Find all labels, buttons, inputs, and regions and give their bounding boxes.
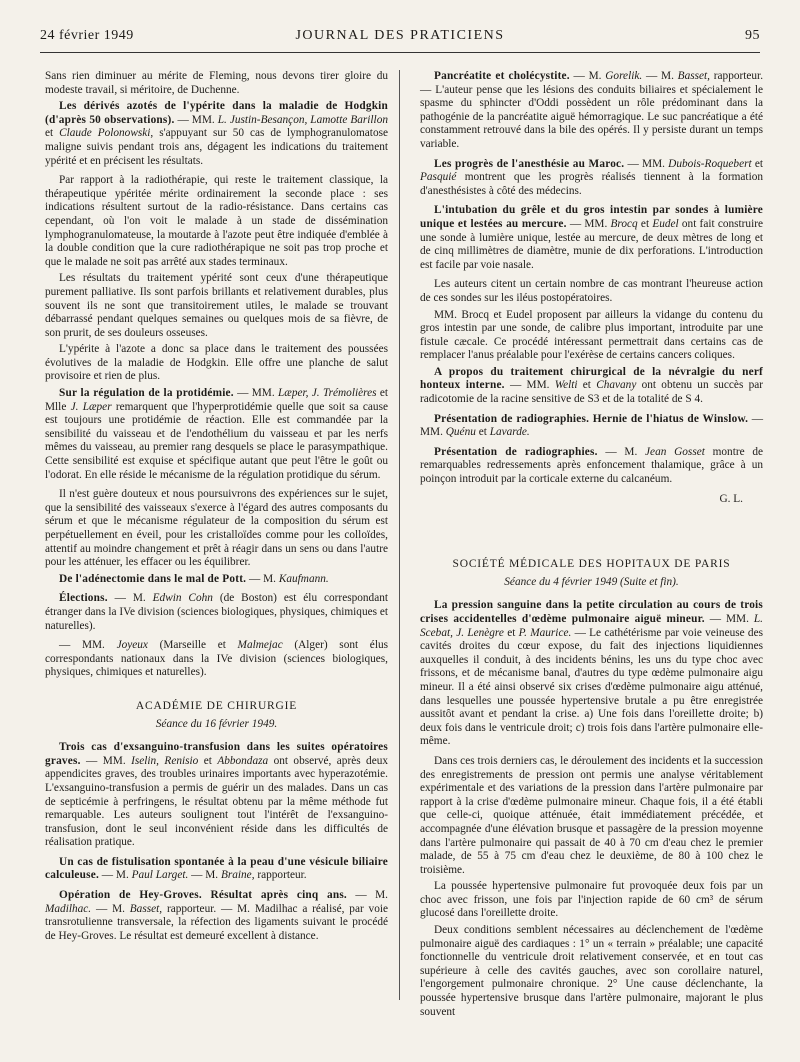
signature: G. L.: [719, 492, 743, 505]
article-authors-2: Claude Polonowski: [59, 127, 151, 140]
article-mid: et: [475, 426, 490, 439]
article-text: , s'appuyant sur 50 cas de lymphogranulomatose maligne suivis pendant trois ans, dégagent les indications du traitement ypérité et en précisent les résultats.: [45, 127, 388, 167]
paragraph-author: Joyeux: [116, 639, 148, 652]
article-title: Présentation de radiographies. Hernie de l'hiatus de Winslow.: [434, 412, 749, 425]
article-authors: Edwin Cohn: [152, 592, 213, 605]
article-authors: Paul Larget.: [131, 869, 189, 882]
paragraph: Sans rien diminuer au mérite de Fleming, nous devons tirer gloire du modeste travail, si méritoire, de Duchenne.: [45, 70, 388, 96]
article-text: ont obtenu un succès par radicotomie de la racine sensitive de S3 et de la totalité de S 4.: [420, 379, 764, 406]
article-authors-2: Basset,: [677, 70, 710, 82]
article: [420, 446, 763, 487]
article: [45, 889, 388, 943]
article: [420, 413, 763, 440]
article-pre: — M.: [597, 445, 646, 458]
article: [420, 70, 763, 152]
article: [420, 204, 763, 272]
article-authors: L. Justin-Besançon, Lamotte Barillon: [217, 113, 388, 126]
article-title: A propos du traitement chirurgical de la névralgie du nerf honteux interne.: [420, 365, 763, 392]
article-text: montre de remarquables redressements après enfoncement thalamique, grâce à un poinçon introduit par la corticale externe du calcanéum.: [420, 445, 764, 486]
article-title: La pression sanguine dans la petite circulation au cours de trois crises accidentelles d'œdème pulmonaire aiguë mineur.: [420, 599, 763, 625]
article-authors-2: P. Maurice.: [518, 626, 572, 639]
article-authors-2: Pasquié: [420, 171, 457, 184]
article-pre: — MM.: [504, 379, 555, 392]
article: [420, 599, 763, 749]
article-authors-2: Lavarde.: [489, 426, 530, 439]
section-heading: SOCIÉTÉ MÉDICALE DES HOPITAUX DE PARIS: [452, 558, 731, 571]
paragraph: L'ypérite à l'azote a donc sa place dans le traitement des poussées évolutives de la maladie de Hodgkin. Elle offre une planche de salut provisoire et rien de plus.: [45, 343, 388, 383]
left-column: [45, 70, 388, 949]
article-mid: — M.: [91, 902, 130, 915]
article-text: remarquent que l'hyperprotidémie quelle que soit sa cause est toujours une protidémie de réaction. Elle est commandée par la sensibilité du vaisseau et de l'endothélium du vaisseau et par les nerfs mêmes du vaisseau, au premier rang desquels se place le parasympathique. Cette sensibilité est exquise et spécifique autant que peut l'être le goût ou l'odorat. En elle réside le mécanisme de la régulation protidique du sérum.: [45, 400, 388, 481]
article-text: — Le cathétérisme par voie veineuse des cavités droites du cœur expose, du fait des injections liquidiennes auxquelles il conduit, à des incidents bénins, les uns du type choc avec frissons, et de mécanisme banal, d'autres du type œdème pulmonaire aigu mineur. Il a été ainsi observé six crises d'œdème pulmonaire aigu atténué, dans lesquelles une poussée hypertensive brutale a pu être enregistrée aussitôt avant et pendant la crise. a) Une fois dans l'oreillette droite; b) deux fois dans le ventricule droit; c) trois fois dans l'artère pulmonaire elle-même.: [420, 626, 763, 748]
issue-date: 24 février 1949: [40, 28, 134, 43]
article-authors: Welti: [554, 379, 578, 392]
article: [420, 158, 763, 199]
paragraph: Les auteurs citent un certain nombre de cas montrant l'heureuse action de ces sondes sur les iléus postopératoires.: [420, 278, 763, 304]
paragraph-text: (Alger) sont élus correspondants nationaux dans la IVe division (sciences biologiques, physiques, chimiques et naturelles).: [45, 639, 388, 679]
article-title: Élections.: [59, 592, 108, 605]
column-divider: [399, 70, 400, 1000]
paragraph: Dans ces trois derniers cas, le déroulement des incidents et la succession des enregistrements de pression ont permis une analyse véritablement expérimentale et des variations de la pression dans l'artère pulmonaire par rapport à la crise d'œdème pulmonaire mineur. Chaque fois, il a été établi que celle-ci, quoique atténuée, était immédiatement précédée, et accompagnée d'une élévation brusque et passagère de la pression moyenne dans l'artère pulmonaire qui passait de 40 à 70 cm d'eau chez le premier malade, de 55 à 75 cm d'eau chez le deuxième, de 80 à 100 chez le troisième.: [420, 754, 763, 876]
article-authors-2: Basset,: [129, 902, 163, 915]
paragraph: [45, 639, 388, 680]
article-pre: — MM.: [566, 217, 611, 230]
spacer: [420, 516, 763, 538]
article-text: (de Boston) est élu correspondant étranger dans la IVe division (sciences biologiques, physiques, chimiques et naturelles).: [45, 592, 388, 632]
article-text: rapporteur. — M. Madilhac a réalisé, par voie transrotulienne transversale, la réfection des ligaments suivant le procédé de Hey-Groves. Le résultat est demeuré excellent à distance.: [45, 902, 389, 942]
paragraph: La poussée hypertensive pulmonaire fut provoquée deux fois par un choc avec frisson, une fois par l'injection rapide de 60 cm³ de sérum glucosé dans l'oreillette droite.: [420, 880, 763, 920]
page-number: 95: [745, 28, 760, 43]
article: [45, 387, 388, 482]
article-authors: Jean Gosset: [645, 445, 705, 458]
article-text: ont fait construire une sonde à lumière unique, lestée au mercure, de deux mètres de long et de cinq millimètres de diamètre, munie de dix perforations. L'introduction est facile par voie nasale.: [420, 217, 763, 271]
article-title: Sur la régulation de la protidémie.: [59, 387, 234, 400]
article-title: Opération de Hey-Groves. Résultat après cinq ans.: [59, 889, 347, 902]
paragraph-mid: (Marseille et: [147, 639, 238, 652]
article-authors-2: Eudel: [652, 217, 679, 230]
paragraph-pre: — MM.: [59, 639, 117, 652]
paragraph: Les résultats du traitement ypérité sont ceux d'une thérapeutique purement palliative. Ils sont parfois brillants et relativement durables, plus souvent ils ne sont que transitoirement utiles, le malade se trouvant débarrassé pendant quelques semaines ou quelques mois de sa fièvre, de son prurit, de ses douleurs osseuses.: [45, 272, 388, 339]
article-pre: — M.: [98, 869, 132, 882]
article-mid: — M.: [188, 869, 221, 882]
article-title: L'intubation du grêle et du gros intestin par sondes à lumière unique et lestées au mercure.: [420, 204, 763, 230]
article-text: montrent que les progrès réalisés tiennent à la formation d'anesthésistes à côté des médecins.: [420, 171, 763, 197]
article-mid: et: [751, 157, 763, 170]
article-pre: — MM.: [704, 613, 754, 625]
article-mid: — M.: [642, 70, 678, 82]
article-title: Trois cas d'exsanguino-transfusion dans les suites opératoires graves.: [45, 741, 388, 767]
article-authors: Brocq: [610, 217, 638, 230]
article: [45, 592, 388, 633]
paragraph: Deux conditions semblent nécessaires au déclenchement de l'œdème pulmonaire aiguë des cardiaques : 1° un « terrain » préalable; une capacité fonctionnelle du ventricule droit relativement conservée, et en tout cas supérieure à celle des cavités gauches, avec son corollaire naturel, l'engorgement pulmonaire chronique. 2° Une cause déclenchante, la poussée hypertensive brusque dans l'artère pulmonaire, majorant le plus souvent: [420, 924, 763, 1018]
article-pre: — MM.: [80, 754, 132, 767]
article-pre: — MM.: [624, 157, 669, 170]
section-subheading: Séance du 4 février 1949 (Suite et fin).: [504, 575, 679, 588]
paragraph-author-2: Malmejac: [237, 639, 283, 652]
article-authors: Iselin, Renisio: [131, 754, 199, 767]
page-header: [40, 26, 760, 53]
article-authors: Gorelik.: [605, 70, 643, 82]
article-title: Présentation de radiographies.: [434, 445, 598, 458]
article-authors: Læper, J. Trémolières: [278, 387, 377, 400]
article-title: Les progrès de l'anesthésie au Maroc.: [434, 157, 625, 170]
article-text: ont observé, après deux appendicites graves, des troubles urinaires importants avec hyperazotémie. L'exsanguino-transfusion a permis de guérir un des malades. Dans un cas de septicémie à perfringens, le résultat obtenu par la même méthode fut remarquable. Les auteurs soulignent tout l'intérêt de l'exsanguino-transfusion, dont le seul inconvénient réside dans les difficultés de réalisation pratique.: [45, 754, 389, 849]
article-mid: et: [503, 626, 519, 639]
article-mid: et Mlle: [45, 387, 388, 413]
article-authors: Dubois-Roquebert: [668, 157, 752, 170]
article-authors: Kaufmann.: [278, 572, 329, 585]
article-authors: Quénu: [445, 426, 476, 439]
section-heading: ACADÉMIE DE CHIRURGIE: [135, 699, 298, 712]
article: [420, 366, 763, 407]
article-title: Pancréatite et cholécystite.: [434, 70, 570, 82]
article-pre: — M.: [107, 592, 153, 605]
article-authors-2: Abbondaza: [217, 754, 269, 767]
article-title: Un cas de fistulisation spontanée à la peau d'une vésicule biliaire calculeuse.: [45, 855, 388, 882]
article-mid: et: [45, 127, 60, 140]
article-mid: et: [577, 379, 597, 392]
article-pre: — MM.: [420, 412, 763, 439]
article: [45, 100, 388, 168]
right-column: [420, 70, 763, 1022]
article-pre: — M.: [346, 889, 388, 902]
paragraph: MM. Brocq et Eudel proposent par ailleurs la vidange du contenu du gros intestin par une sonde, de calibre plus important, introduite par une fistule cæcale. Ce procédé intéressant permettrait dans certains cas de remplacer l'anus préalable pour l'exérèse de certains cancers coliques.: [420, 308, 763, 362]
article-text: rapporteur. — L'auteur pense que les lésions des conduits biliaires et spécialement le spasme du sphincter d'Oddi possèdent un rôle prédominant dans la pathogénie de la pancréatite aiguë hémorragique. Le suc pancréatique a été constamment retrouvé dans la bile des opérés. Il y persiste durant un temps variable.: [420, 70, 764, 150]
article-pre: — MM.: [174, 113, 218, 126]
article: [45, 741, 388, 850]
article-pre: — MM.: [233, 387, 278, 400]
article-title: De l'adénectomie dans le mal de Pott.: [59, 572, 247, 585]
section-subheading: Séance du 16 février 1949.: [155, 717, 278, 730]
article-pre: — M.: [569, 70, 606, 82]
article-authors: L. Scebat, J. Lenègre: [420, 613, 763, 639]
article-pre: — M.: [246, 572, 279, 585]
article: [45, 573, 388, 587]
article: [45, 856, 388, 883]
article-text: rapporteur.: [254, 869, 307, 882]
article-authors-2: Braine,: [220, 869, 255, 882]
journal-title: JOURNAL DES PRATICIENS: [295, 28, 505, 43]
paragraph: Par rapport à la radiothérapie, qui reste le traitement classique, la thérapeutique ypéritée mérite ordinairement la seconde place : ses indications résultent surtout de la radio-résistance. Dans certains cas cependant, où l'on voit le malade à un stade de dissémination lymphogranulomateuse, la moutarde à l'azote peut être indiquée d'emblée à la double condition que la cure radiothérapique ne soit pas trop proche et que le malade ne soit pas arrêté aux stades terminaux.: [45, 174, 388, 268]
paragraph: Il n'est guère douteux et nous poursuivrons des expériences sur le sujet, que la sensibilité des vaisseaux s'exerce à l'égard des autres composants du sérum et que le mécanisme régulateur de la composition du sérum est perpétuellement en éveil, pour les cristalloïdes comme pour les colloïdes, attentif au moindre changement et prêt à réagir dans un sens ou dans l'autre pour les atténuer, les effacer ou les équilibrer.: [45, 488, 388, 569]
article-authors-2: Chavany: [596, 379, 637, 392]
article-authors-2: J. Læper: [70, 400, 112, 413]
article-mid: et: [637, 217, 653, 230]
article-authors: Madilhac.: [45, 902, 92, 915]
article-title: Les dérivés azotés de l'ypérite dans la maladie de Hodgkin (d'après 50 observations).: [45, 100, 388, 126]
article-mid: et: [198, 754, 218, 767]
